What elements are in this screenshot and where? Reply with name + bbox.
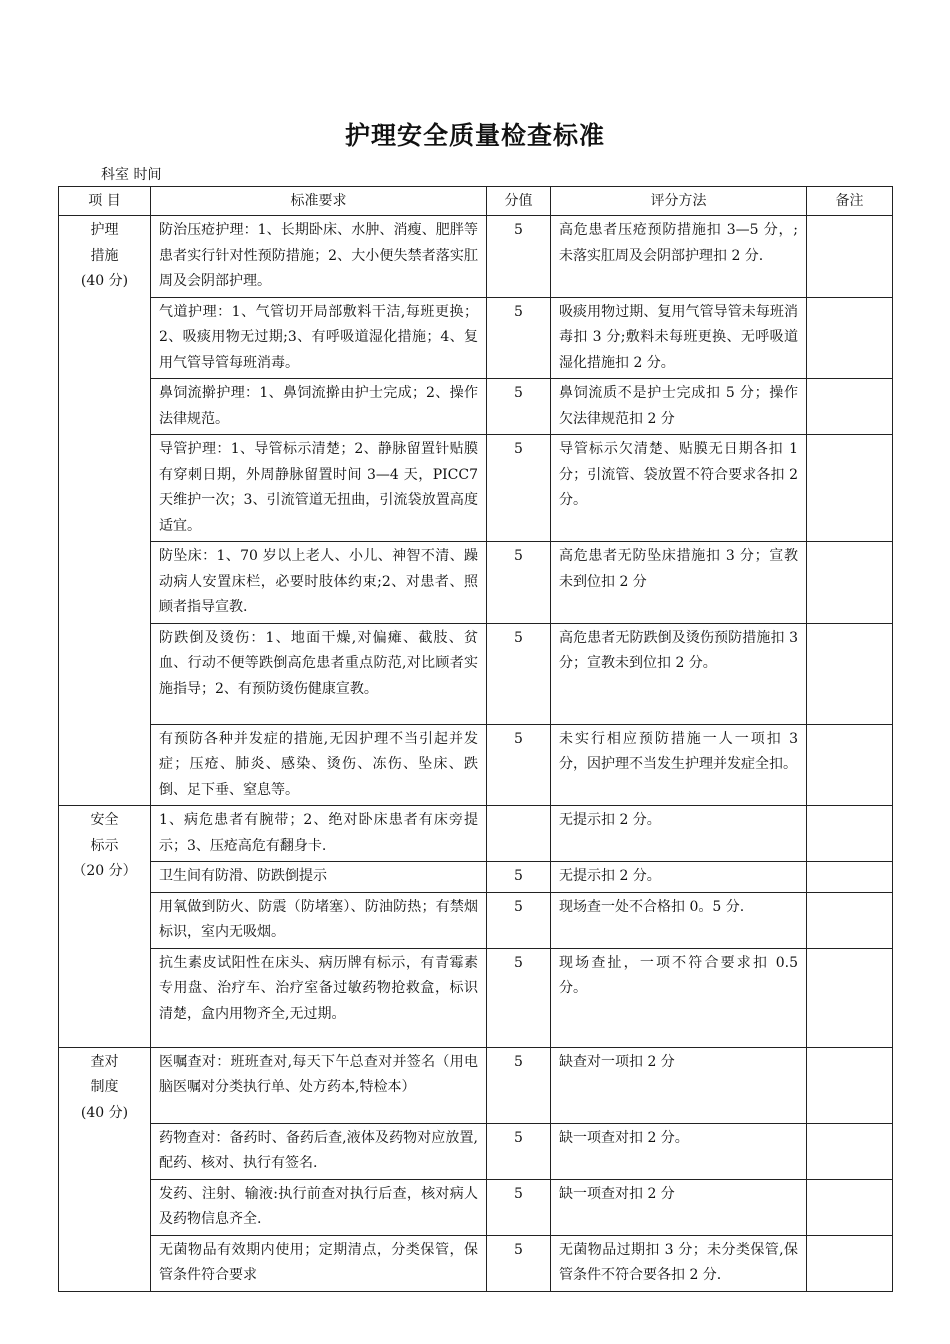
table-row <box>59 379 893 435</box>
score-cell: 5 <box>487 724 551 806</box>
requirement-cell: 无菌物品有效期内使用；定期清点，分类保管，保管条件符合要求 <box>151 1235 487 1291</box>
requirement-cell: 药物查对：备药时、备药后查,液体及药物对应放置,配药、核对、执行有签名. <box>151 1123 487 1179</box>
requirement-cell: 防治压疮护理：1、长期卧床、水肿、消瘦、肥胖等患者实行针对性预防措施；2、大小便失禁者落实肛周及会阴部护理。 <box>151 216 487 298</box>
method-cell: 高危患者无防坠床措施扣 3 分；宣教未到位扣 2 分 <box>551 542 807 624</box>
table-row <box>59 1123 893 1179</box>
score-cell: 5 <box>487 542 551 624</box>
score-cell: 5 <box>487 948 551 1047</box>
table-header-row <box>59 187 893 216</box>
section-label: 安全 标示 （20 分） <box>59 806 151 1048</box>
requirement-cell: 医嘱查对：班班查对,每天下午总查对并签名（用电脑医嘱对分类执行单、处方药本,特检本） <box>151 1047 487 1123</box>
method-cell: 现场查扯，一项不符合要求扣 0.5 分。 <box>551 948 807 1047</box>
table-row <box>59 1235 893 1291</box>
section-label: 查对 制度 (40 分) <box>59 1047 151 1291</box>
table-row <box>59 806 893 862</box>
note-cell <box>807 542 893 624</box>
table-row <box>59 1179 893 1235</box>
requirement-cell: 用氧做到防火、防震（防堵塞）、防油防热；有禁烟标识，室内无吸烟。 <box>151 892 487 948</box>
score-cell: 5 <box>487 623 551 724</box>
score-cell: 5 <box>487 862 551 893</box>
requirement-cell: 卫生间有防滑、防跌倒提示 <box>151 862 487 893</box>
table-row <box>59 892 893 948</box>
method-cell: 无菌物品过期扣 3 分；未分类保管,保管条件不符合要各扣 2 分. <box>551 1235 807 1291</box>
table-row <box>59 862 893 893</box>
note-cell <box>807 216 893 298</box>
note-cell <box>807 1179 893 1235</box>
table-row <box>59 216 893 298</box>
note-cell <box>807 806 893 862</box>
method-cell: 现场查一处不合格扣 0。5 分. <box>551 892 807 948</box>
method-cell: 缺一项查对扣 2 分。 <box>551 1123 807 1179</box>
header-method: 评分方法 <box>551 187 807 216</box>
table-row <box>59 623 893 724</box>
table-row <box>59 542 893 624</box>
note-cell <box>807 1047 893 1123</box>
table-row <box>59 948 893 1047</box>
section-label: 护理 措施 (40 分) <box>59 216 151 806</box>
score-cell: 5 <box>487 379 551 435</box>
method-cell: 无提示扣 2 分。 <box>551 862 807 893</box>
table-row <box>59 297 893 379</box>
table-row <box>59 435 893 542</box>
requirement-cell: 气道护理：1、气管切开局部敷料干洁,每班更换；2、吸痰用物无过期;3、有呼吸道湿化措施；4、复用气管导管每班消毒。 <box>151 297 487 379</box>
score-cell: 5 <box>487 892 551 948</box>
note-cell <box>807 435 893 542</box>
requirement-cell: 导管护理：1、导管标示清楚；2、静脉留置针贴膜有穿刺日期，外周静脉留置时间 3—4 天，PICC7 天维护一次；3、引流管道无扭曲，引流袋放置高度适宜。 <box>151 435 487 542</box>
requirement-cell: 鼻饲流擀护理：1、鼻饲流擀由护士完成；2、操作法律规范。 <box>151 379 487 435</box>
note-cell <box>807 623 893 724</box>
method-cell: 吸痰用物过期、复用气管导管未每班消毒扣 3 分;敷料未每班更换、无呼吸道湿化措施扣 2 分。 <box>551 297 807 379</box>
note-cell <box>807 862 893 893</box>
score-cell: 5 <box>487 435 551 542</box>
note-cell <box>807 297 893 379</box>
method-cell: 缺一项查对扣 2 分 <box>551 1179 807 1235</box>
note-cell <box>807 892 893 948</box>
method-cell: 无提示扣 2 分。 <box>551 806 807 862</box>
requirement-cell: 有预防各种并发症的措施,无因护理不当引起并发症；压疮、肺炎、感染、烫伤、冻伤、坠床、跌倒、足下垂、窒息等。 <box>151 724 487 806</box>
table-row <box>59 724 893 806</box>
method-cell: 鼻饲流质不是护士完成扣 5 分；操作欠法律规范扣 2 分 <box>551 379 807 435</box>
standards-table <box>58 186 893 1292</box>
score-cell: 5 <box>487 1047 551 1123</box>
score-cell: 5 <box>487 216 551 298</box>
score-cell: 5 <box>487 297 551 379</box>
requirement-cell: 1、病危患者有腕带；2、绝对卧床患者有床旁提示；3、压疮高危有翻身卡. <box>151 806 487 862</box>
method-cell: 导管标示欠清楚、贴膜无日期各扣 1 分；引流管、袋放置不符合要求各扣 2 分。 <box>551 435 807 542</box>
header-note: 备注 <box>807 187 893 216</box>
note-cell <box>807 724 893 806</box>
score-cell: 5 <box>487 1179 551 1235</box>
requirement-cell: 抗生素皮试阳性在床头、病历牌有标示，有青霉素专用盘、治疗车、治疗室备过敏药物抢救盒，标识清楚，盒内用物齐全,无过期。 <box>151 948 487 1047</box>
table-row <box>59 1047 893 1123</box>
note-cell <box>807 379 893 435</box>
requirement-cell: 发药、注射、输液:执行前查对执行后查，核对病人及药物信息齐全. <box>151 1179 487 1235</box>
method-cell: 未实行相应预防措施一人一项扣 3 分，因护理不当发生护理并发症全扣。 <box>551 724 807 806</box>
requirement-cell: 防跌倒及烫伤：1、地面干燥,对偏瘫、截肢、贫血、行动不便等跌倒高危患者重点防范,对比顾者实施指导；2、有预防烫伤健康宣教。 <box>151 623 487 724</box>
note-cell <box>807 1235 893 1291</box>
department-time-line: 科室 时间 <box>101 167 162 183</box>
header-requirement: 标准要求 <box>151 187 487 216</box>
header-score: 分值 <box>487 187 551 216</box>
requirement-cell: 防坠床：1、70 岁以上老人、小儿、神智不清、躁动病人安置床栏，必要时肢体约束;2、对患者、照顾者指导宣教. <box>151 542 487 624</box>
note-cell <box>807 948 893 1047</box>
score-cell: 5 <box>487 1235 551 1291</box>
method-cell: 缺查对一项扣 2 分 <box>551 1047 807 1123</box>
header-item: 项 目 <box>59 187 151 216</box>
note-cell <box>807 1123 893 1179</box>
method-cell: 高危患者压疮预防措施扣 3—5 分，;未落实肛周及会阴部护理扣 2 分. <box>551 216 807 298</box>
score-cell: 5 <box>487 1123 551 1179</box>
page-title: 护理安全质量检查标准 <box>344 121 605 150</box>
score-cell <box>487 806 551 862</box>
method-cell: 高危患者无防跌倒及烫伤预防措施扣 3 分；宣教未到位扣 2 分。 <box>551 623 807 724</box>
